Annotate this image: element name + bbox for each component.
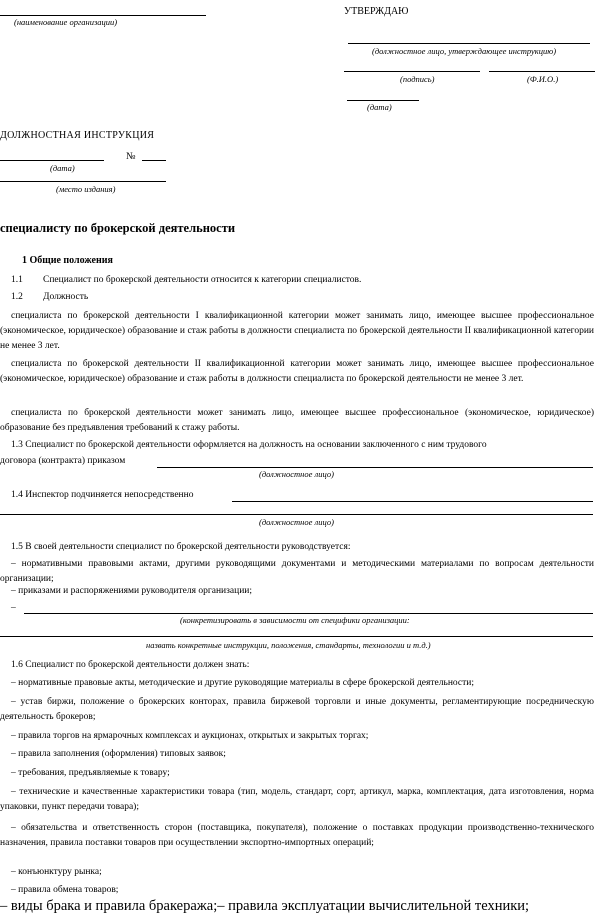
org-name-line bbox=[0, 15, 206, 16]
clause-1-5-item-1: – нормативными правовыми актами, другими руководящими документами и методическими материалами по вопросам деятельности организации; bbox=[0, 559, 594, 584]
knowledge-item-7: – обязательства и ответственность сторон (поставщика, покупателя), положение о поставках продукции производственно-технического назначения, правила поставки товаров при осуществлении экспортно-импортных операций; bbox=[0, 823, 594, 848]
doc-date-line bbox=[0, 160, 104, 161]
section-heading: 1 Общие положения bbox=[22, 255, 113, 266]
approve-label: УТВЕРЖДАЮ bbox=[344, 6, 409, 17]
specify-caption-2: назвать конкретные инструкции, положения, стандарты, технологии и т.д.) bbox=[146, 640, 431, 650]
approval-date-line bbox=[347, 100, 419, 101]
clause-1-5-item-3: – bbox=[11, 603, 16, 613]
specify-line-1 bbox=[24, 613, 593, 614]
knowledge-item-4: – правила заполнения (оформления) типовых заявок; bbox=[11, 749, 226, 759]
final-line: – виды брака и правила бракеража;– правила эксплуатации вычислительной техники; bbox=[0, 898, 530, 914]
doc-place-line bbox=[0, 181, 166, 182]
knowledge-item-8: – конъюнктуру рынка; bbox=[11, 867, 102, 877]
clause-1-5-item-2: – приказами и распоряжениями руководителя организации; bbox=[11, 586, 252, 596]
clause-1-5: 1.5 В своей деятельности специалист по брокерской деятельности руководствуется: bbox=[11, 542, 351, 552]
clause-1-2: Должность bbox=[43, 292, 89, 302]
supervisor-caption: (должностное лицо) bbox=[259, 517, 334, 527]
doc-date-caption: (дата) bbox=[50, 163, 75, 173]
knowledge-item-9: – правила обмена товаров; bbox=[11, 885, 119, 895]
clause-1-4: 1.4 Инспектор подчиняется непосредственно bbox=[11, 490, 194, 500]
document-subject: специалисту по брокерской деятельности bbox=[0, 221, 236, 235]
approver-name-caption: (Ф.И.О.) bbox=[527, 74, 559, 84]
clause-1-2-number: 1.2 bbox=[11, 292, 23, 302]
knowledge-item-6: – технические и качественные характеристики товара (тип, модель, стандарт, сорт, артикул, марка, комплектация, дата изготовления, норма упаковки, пункт передачи товара); bbox=[0, 787, 594, 812]
number-sign: № bbox=[126, 151, 136, 162]
org-name-caption: (наименование организации) bbox=[14, 17, 118, 27]
approver-position-caption: (должностное лицо, утверждающее инструкцию) bbox=[372, 46, 557, 56]
doc-number-line bbox=[142, 160, 166, 161]
specify-caption: (конкретизировать в зависимости от специфики организации: bbox=[180, 615, 410, 625]
category-2-paragraph: специалиста по брокерской деятельности II квалификационной категории может занимать лицо, имеющее высшее профессиональное (экономическое, юридическое) образование и стаж работы в должности специалиста по брокерской деятельности не менее 3 лет. bbox=[0, 359, 594, 384]
supervisor-line-2 bbox=[0, 514, 593, 515]
knowledge-item-2: – устав биржи, положение о брокерских конторах, правила биржевой торговли и иные документы, регламентирующие посредническую деятельность брокеров; bbox=[0, 697, 594, 722]
knowledge-item-3: – правила торгов на ярмарочных комплексах и аукционах, открытых и закрытых торгах; bbox=[11, 731, 369, 741]
approval-date-caption: (дата) bbox=[367, 102, 392, 112]
doc-place-caption: (место издания) bbox=[56, 184, 116, 194]
signature-line bbox=[344, 71, 480, 72]
clause-1-3-line1: 1.3 Специалист по брокерской деятельности оформляется на должность на основании заключенного с ним трудового bbox=[11, 440, 487, 450]
knowledge-item-5: – требования, предъявляемые к товару; bbox=[11, 768, 170, 778]
specify-line-2 bbox=[0, 636, 593, 637]
supervisor-line-1 bbox=[232, 501, 593, 502]
approver-name-line bbox=[489, 71, 595, 72]
signature-caption: (подпись) bbox=[400, 74, 435, 84]
clause-1-1-number: 1.1 bbox=[11, 275, 23, 285]
document-title: ДОЛЖНОСТНАЯ ИНСТРУКЦИЯ bbox=[0, 130, 155, 141]
category-1-paragraph: специалиста по брокерской деятельности I квалификационной категории может занимать лицо, имеющее высшее профессиональное (экономическое, юридическое) образование и стаж работы в должности специалиста по брокерской деятельности II квалификационной категории не менее 3 лет. bbox=[0, 311, 594, 351]
clause-1-1: Специалист по брокерской деятельности относится к категории специалистов. bbox=[43, 275, 362, 285]
clause-1-3-line2: договора (контракта) приказом bbox=[0, 456, 126, 466]
category-3-paragraph: специалиста по брокерской деятельности может занимать лицо, имеющее высшее профессиональное (экономическое, юридическое) образование без предъявления требований к стажу работы. bbox=[0, 408, 594, 433]
order-official-caption: (должностное лицо) bbox=[259, 469, 334, 479]
order-official-line bbox=[157, 467, 593, 468]
clause-1-6: 1.6 Специалист по брокерской деятельности должен знать: bbox=[11, 660, 250, 670]
knowledge-item-1: – нормативные правовые акты, методические и другие руководящие материалы в сфере брокерской деятельности; bbox=[11, 678, 474, 688]
approver-position-line bbox=[348, 43, 590, 44]
